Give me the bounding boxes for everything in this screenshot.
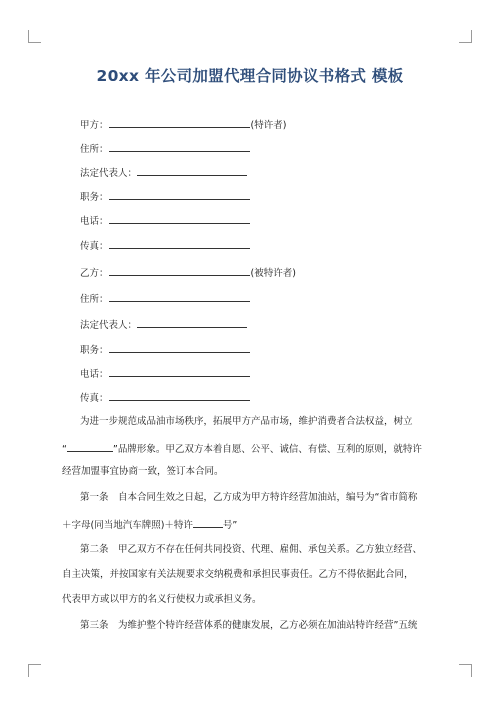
party-a-fax-blank <box>109 238 250 249</box>
intro-line-2-text: ”品牌形象。甲乙双方本着自愿、公平、诚信、有偿、互利的原则，就特许 <box>112 444 422 455</box>
crop-mark-bottom-right <box>459 664 472 677</box>
party-b-blank <box>109 265 250 276</box>
party-b-label: 乙方： <box>80 268 109 279</box>
party-a-fax-label: 传真： <box>80 241 109 252</box>
party-a-phone-field <box>80 213 250 228</box>
party-b-position-label: 职务： <box>80 345 109 356</box>
brand-name-blank <box>67 441 113 452</box>
party-a-blank <box>109 117 250 128</box>
article-2-line-2: 自主决策，并按国家有关法规要求交纳税费和承担民事责任。乙方不得依据此合同， <box>62 569 414 580</box>
franchise-number-blank <box>193 517 223 528</box>
party-a-rep-label: 法定代表人： <box>80 168 138 179</box>
party-a-address-field <box>80 141 250 156</box>
party-b-rep-field <box>80 317 247 332</box>
party-b-address-field <box>80 291 250 306</box>
party-b-rep-label: 法定代表人： <box>80 320 138 331</box>
party-b-phone-blank <box>109 366 250 377</box>
party-b-address-blank <box>109 291 250 302</box>
party-a-address-label: 住所： <box>80 144 109 155</box>
article-1-line-2-end: 号” <box>222 520 238 531</box>
party-a-phone-label: 电话： <box>80 216 109 227</box>
party-b-fax-field <box>80 390 250 405</box>
crop-mark-top-right <box>459 30 472 43</box>
party-b-fax-blank <box>109 390 250 401</box>
party-b-phone-field <box>80 366 250 381</box>
crop-mark-top-left <box>28 30 41 43</box>
party-b-suffix: (被特许者) <box>250 268 296 279</box>
crop-mark-bottom-left <box>28 664 41 677</box>
party-a-phone-blank <box>109 213 250 224</box>
article-2-line-3: 代表甲方或以甲方的名义行使权力或承担义务。 <box>62 594 262 605</box>
party-a-rep-field <box>80 165 247 180</box>
party-a-position-field <box>80 189 250 204</box>
party-a-position-blank <box>109 189 250 200</box>
party-a-label: 甲方： <box>80 120 109 131</box>
party-a-rep-blank <box>137 165 247 176</box>
intro-line-2-open-quote: “ <box>62 444 67 455</box>
intro-line-1: 为进一步规范成品油市场秩序，拓展甲方产品市场，维护消费者合法权益，树立 <box>80 416 413 427</box>
article-3-line-1: 第三条 为维护整个特许经营体系的健康发展，乙方必须在加油站特许经营”五统 <box>80 620 418 631</box>
party-a-fax-field <box>80 238 250 253</box>
article-1-line-2-text: ＋字母(同当地汽车牌照)＋特许 <box>62 520 193 531</box>
party-b-position-field <box>80 342 250 357</box>
party-b-field <box>80 265 296 280</box>
party-a-position-label: 职务： <box>80 192 109 203</box>
party-b-position-blank <box>109 342 250 353</box>
intro-line-2 <box>62 441 448 456</box>
article-1-line-2 <box>62 517 448 532</box>
article-1-line-1: 第一条 自本合同生效之日起，乙方成为甲方特许经营加油站，编号为“省市简称 <box>80 492 418 503</box>
party-a-field <box>80 117 286 132</box>
party-b-address-label: 住所： <box>80 294 109 305</box>
party-a-suffix: (特许者) <box>250 120 287 131</box>
document-title: 20xx 年公司加盟代理合同协议书格式 模板 <box>96 67 404 85</box>
intro-line-3: 经营加盟事宜协商一致，签订本合同。 <box>62 466 224 477</box>
party-a-address-blank <box>109 141 250 152</box>
article-2-line-1: 第二条 甲乙双方不存在任何共同投资、代理、雇佣、承包关系。乙方独立经营、 <box>80 544 423 555</box>
party-b-fax-label: 传真： <box>80 393 109 404</box>
party-b-rep-blank <box>137 317 247 328</box>
party-b-phone-label: 电话： <box>80 369 109 380</box>
